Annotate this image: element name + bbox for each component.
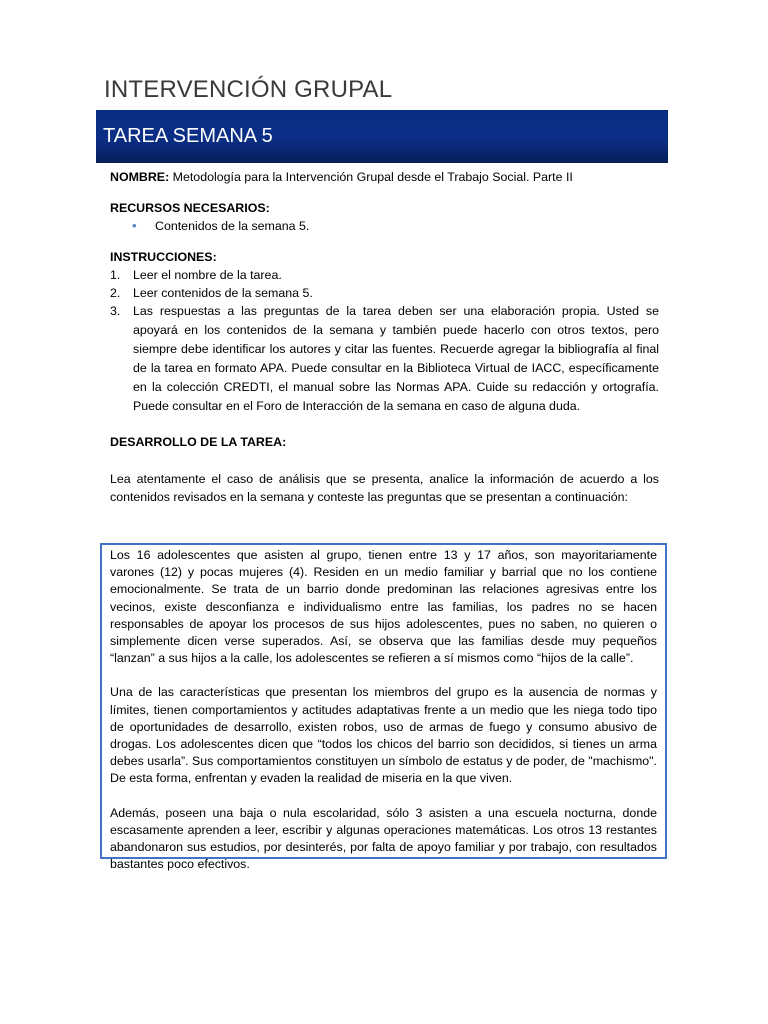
instrucciones-heading: INSTRUCCIONES: <box>110 250 217 264</box>
task-banner <box>96 110 668 163</box>
nombre-value: Metodología para la Intervención Grupal desde el Trabajo Social. Parte II <box>172 170 573 184</box>
recursos-heading: RECURSOS NECESARIOS: <box>110 201 270 215</box>
instrucciones-list <box>110 266 659 416</box>
case-paragraph: Una de las características que presentan los miembros del grupo es la ausencia de normas y límites, tienen comportamientos y actitudes adaptativas frente a un medio que les niega todo tipo de oportunidades de desarrollo, existen robos, uso de armas de fuego y consumo abusivo de drogas. Los adolescentes dicen que “todos los chicos del barrio son decididos, si tienes un arma debes usarla”. Sus comportamientos constituyen un símbolo de estatus y de poder, de "machismo". De esta forma, enfrentan y evaden la realidad de miseria en la que viven. <box>110 685 657 786</box>
nombre-row <box>110 168 659 186</box>
task-content <box>110 168 659 506</box>
instruction-marker: 3. <box>110 304 121 318</box>
nombre-label: NOMBRE: <box>110 170 170 184</box>
instruction-text: Leer el nombre de la tarea. <box>133 268 282 282</box>
instruction-text: Las respuestas a las preguntas de la tarea deben ser una elaboración propia. Usted se apoyará en los contenidos de la semana y también puede hacerlo con otros textos, pero siempre debe identificar los autores y citar las fuentes. Recuerde agregar la bibliografía al final de la tarea en formato APA. Puede consultar en la Biblioteca Virtual de IACC, específicamente en la colección CREDTI, el manual sobre las Normas APA. Cuide su redacción y ortografía. Puede consultar en el Foro de Interacción de la semana en caso de alguna duda. <box>133 304 659 413</box>
recursos-item-text: Contenidos de la semana 5. <box>155 219 310 233</box>
recursos-item <box>110 217 659 235</box>
instruction-text: Leer contenidos de la semana 5. <box>133 286 313 300</box>
desarrollo-intro: Lea atentamente el caso de análisis que se presenta, analice la información de acuerdo a los contenidos revisados en la semana y conteste las preguntas que se presentan a continuación: <box>110 472 659 504</box>
instruction-marker: 1. <box>110 268 121 282</box>
instruction-marker: 2. <box>110 286 121 300</box>
case-paragraph: Además, poseen una baja o nula escolaridad, sólo 3 asisten a una escuela nocturna, donde escasamente aprenden a leer, escribir y algunas operaciones matemáticas. Los otros 13 restantes abandonaron sus estudios, por desinterés, por falta de apoyo familiar y por trabajo, con resultados bastantes poco efectivos. <box>110 805 657 872</box>
instruction-item <box>110 284 659 302</box>
case-box <box>100 543 667 872</box>
case-paragraph: Los 16 adolescentes que asisten al grupo, tienen entre 13 y 17 años, son mayoritariamente varones (12) y pocas mujeres (4). Residen en un medio familiar y barrial que no los contiene emocionalmente. Se trata de un barrio donde predominan las relaciones agresivas entre los vecinos, existe desconfianza e individualismo entre las familias, los padres no se hacen responsables de apoyar los procesos de sus hijos adolescentes, pues no saben, no quieren o simplemente dicen verse superados. Así, se observa que las familias desde muy pequeños “lanzan” a sus hijos a la calle, los adolescentes se refieren a sí mismos como “hijos de la calle”. <box>110 548 657 666</box>
recursos-list <box>110 217 659 235</box>
banner-title: TAREA SEMANA 5 <box>103 125 273 147</box>
bullet-icon: • <box>132 218 137 233</box>
instruction-item <box>110 266 659 284</box>
page-title: INTERVENCIÓN GRUPAL <box>104 76 393 103</box>
desarrollo-heading: DESARROLLO DE LA TAREA: <box>110 435 287 449</box>
instruction-item <box>110 302 659 416</box>
